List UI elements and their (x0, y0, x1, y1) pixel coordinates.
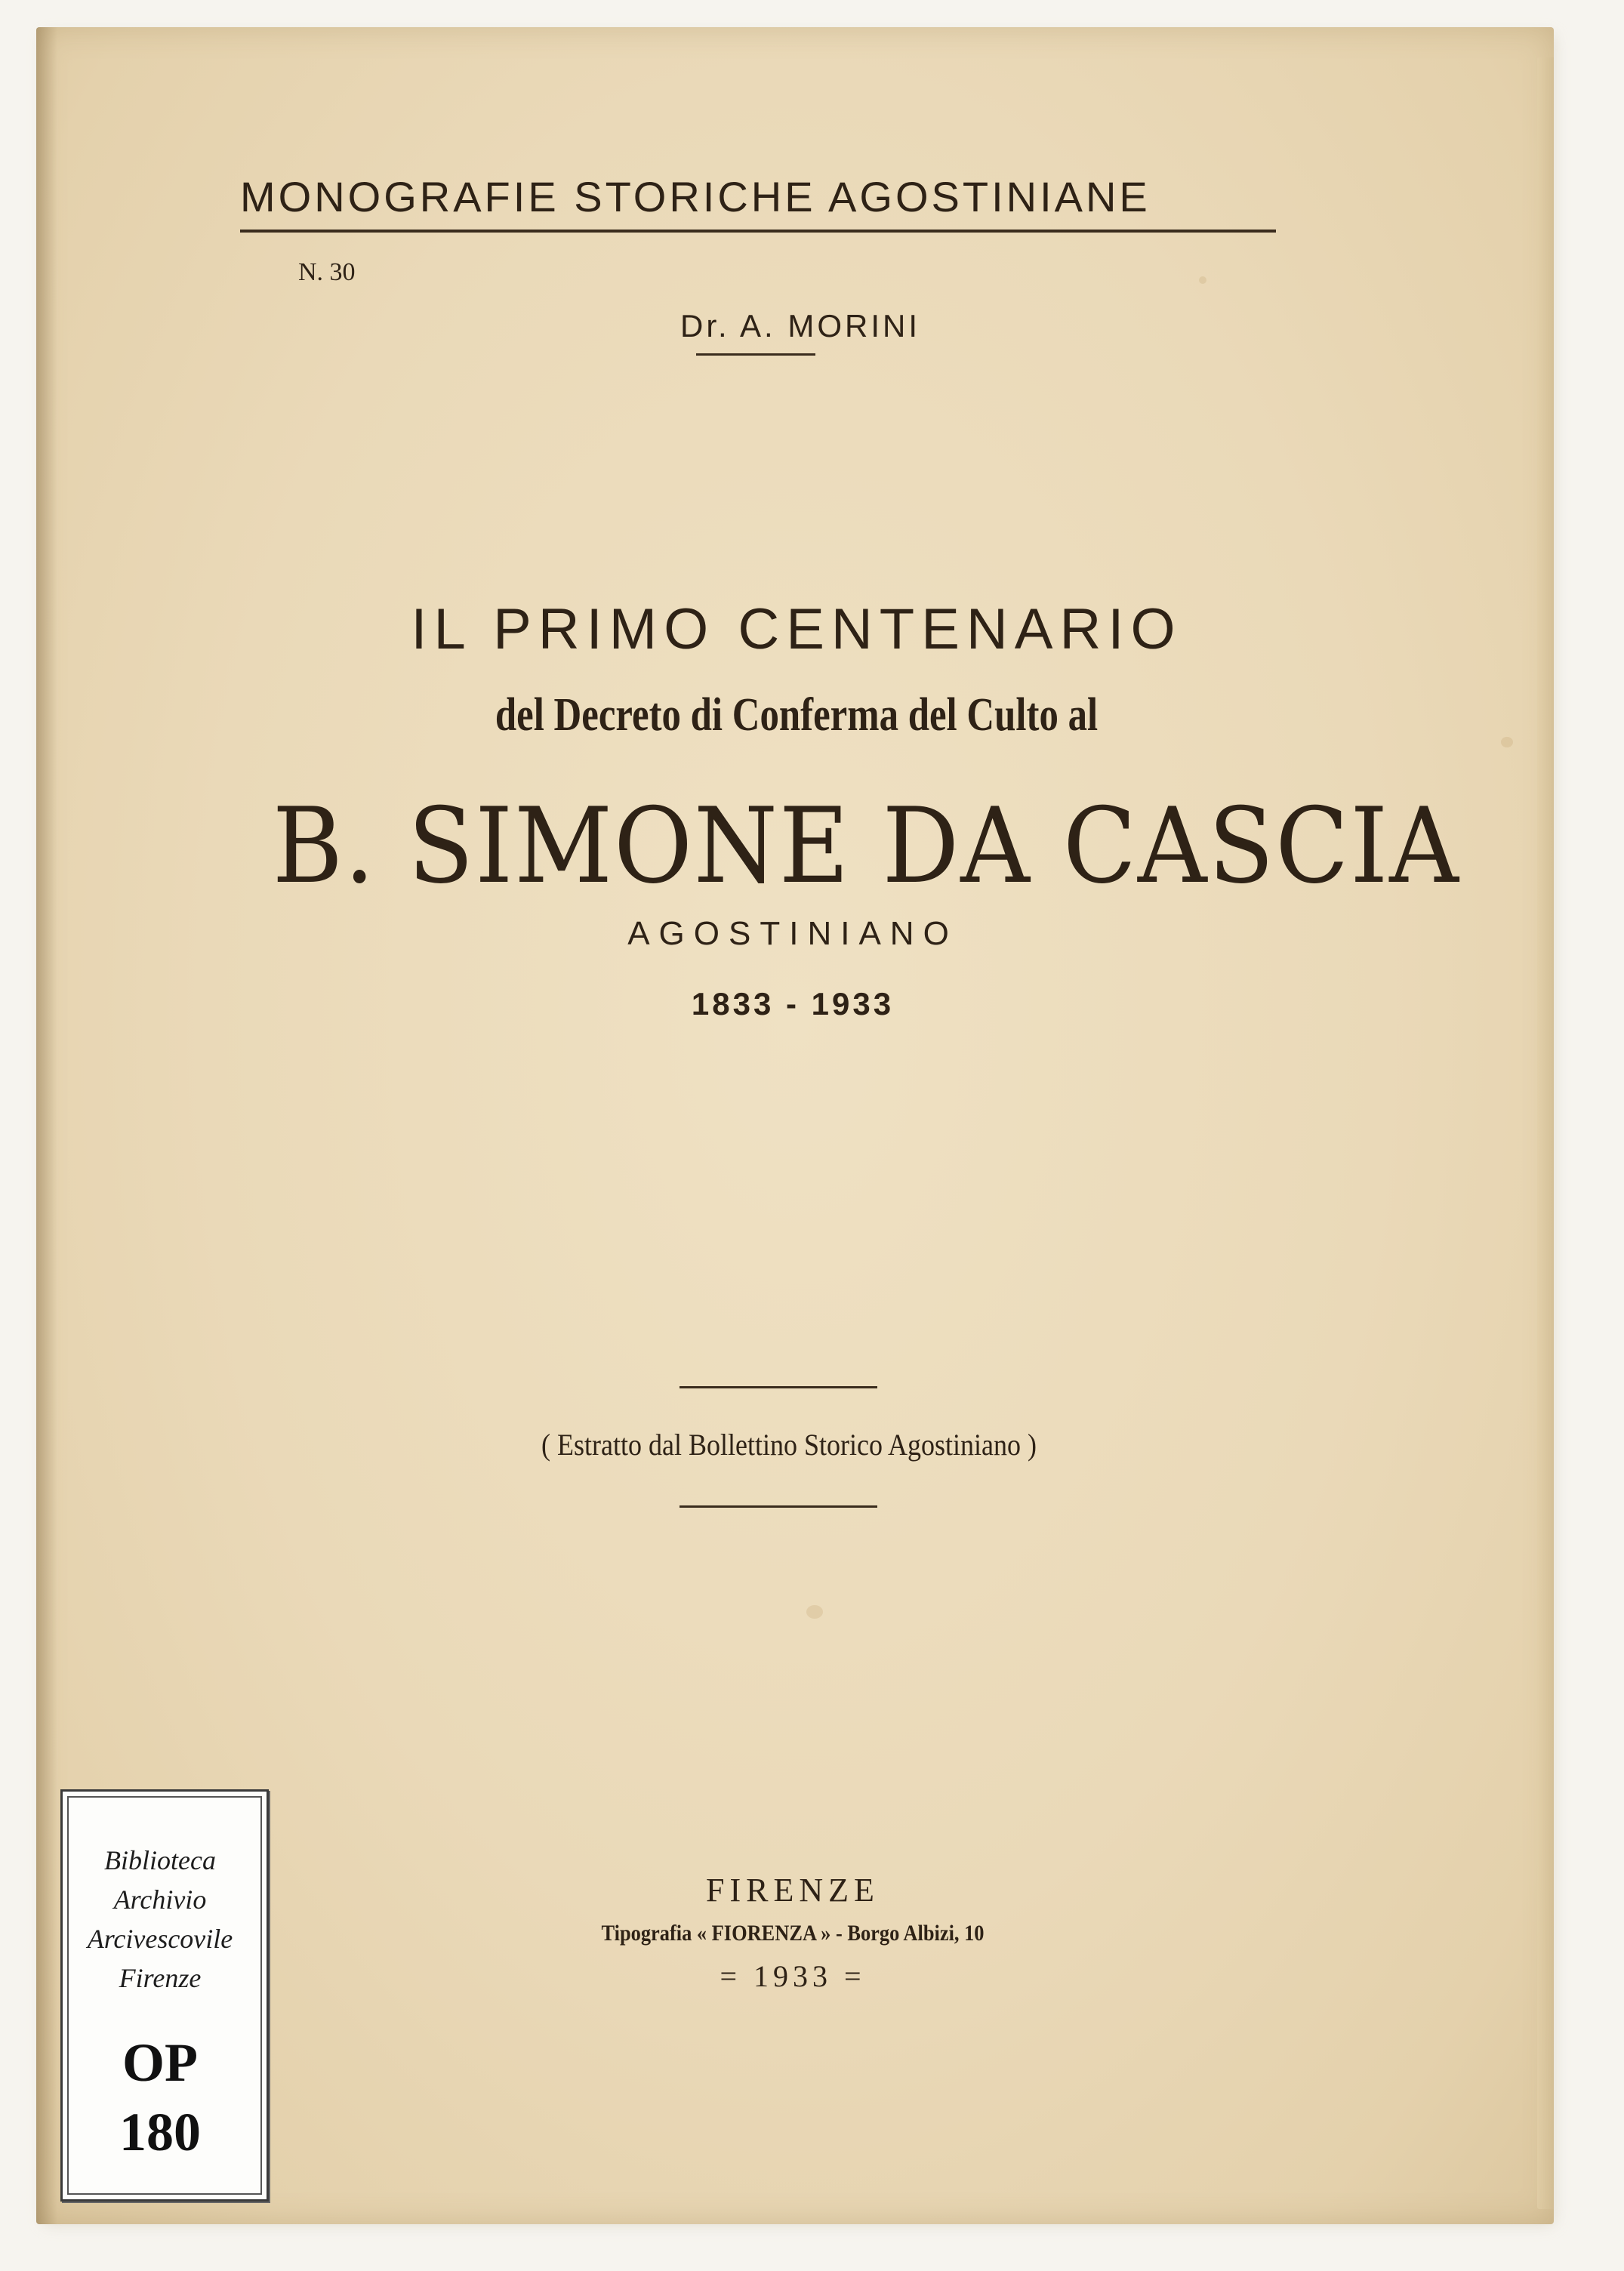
divider-rule-top (679, 1386, 877, 1388)
author: Dr. A. MORINI (679, 308, 921, 344)
library-label (60, 1789, 269, 2202)
label-shelf-code: OP (122, 2032, 198, 2093)
title-main: B. SIMONE DA CASCIA (272, 785, 1460, 907)
series-title: MONOGRAFIE STORICHE AGOSTINIANE (240, 173, 1151, 220)
label-line-3: Arcivescovile (87, 1924, 233, 1954)
title-line-2: del Decreto di Conferma del Culto al (495, 689, 1099, 741)
divider-rule-bottom (679, 1505, 877, 1508)
title-order: AGOSTINIANO (627, 915, 958, 952)
title-years: 1833 - 1933 (691, 986, 895, 1021)
series-number: N. 30 (298, 258, 356, 286)
printer-line: Tipografia « FIORENZA » - Borgo Albizi, 10 (601, 1921, 985, 1946)
series-rule (240, 230, 1276, 233)
paper-stain (1199, 276, 1206, 284)
label-shelf-number: 180 (119, 2102, 201, 2162)
extract-note: ( Estratto dal Bollettino Storico Agostiniano ) (541, 1428, 1037, 1462)
author-rule (696, 353, 815, 356)
page-edge (1537, 57, 1554, 2209)
label-line-1: Biblioteca (104, 1845, 216, 1875)
paper-stain (1501, 737, 1513, 747)
publication-city: FIRENZE (706, 1872, 880, 1909)
paper-stain (806, 1605, 823, 1619)
publication-year: = 1933 = (720, 1959, 866, 1993)
label-line-4: Firenze (119, 1963, 202, 1993)
title-line-1: IL PRIMO CENTENARIO (411, 597, 1182, 661)
label-line-2: Archivio (113, 1884, 207, 1915)
